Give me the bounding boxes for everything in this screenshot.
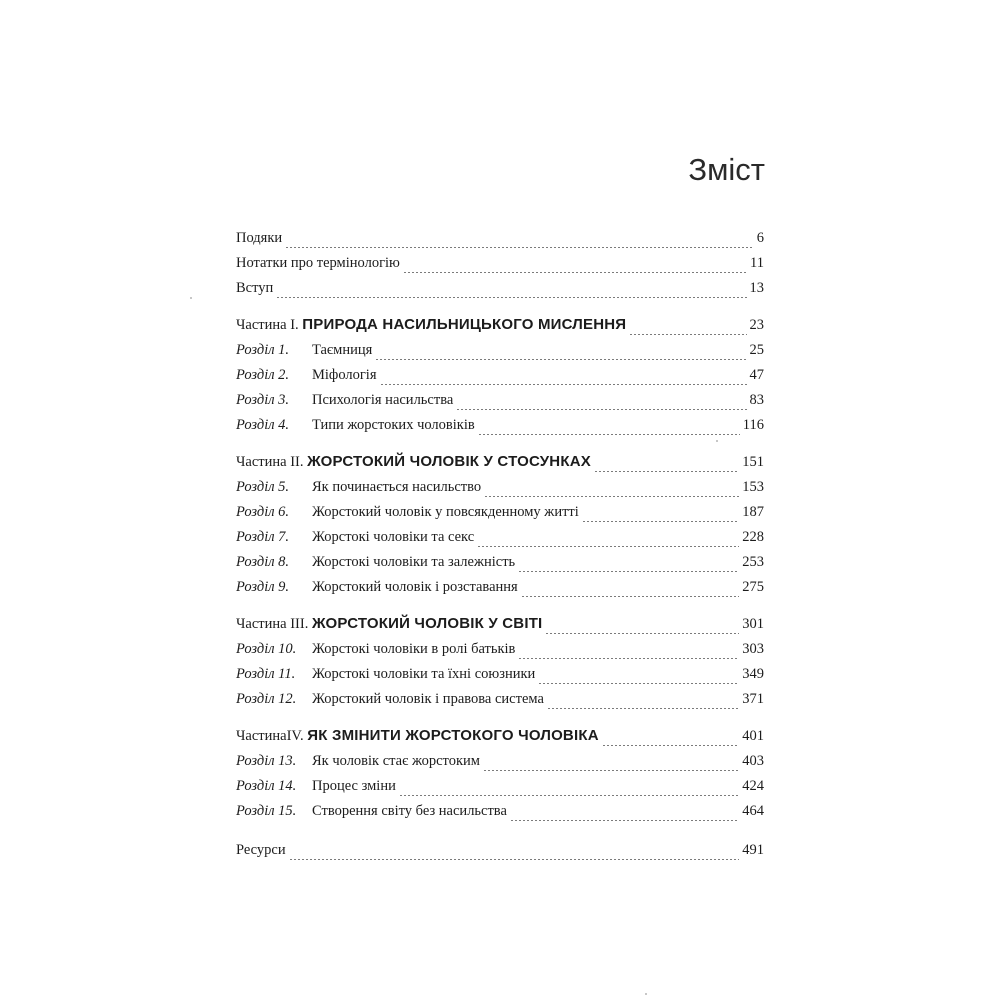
chapter-prefix: Розділ 2. <box>236 367 290 383</box>
chapter-prefix: Розділ 7. <box>236 529 290 545</box>
toc-entry-introduction <box>236 280 764 305</box>
chapter-title: Процес зміни <box>312 778 396 794</box>
chapter-page-number: 371 <box>742 691 764 707</box>
page-title: Зміст <box>688 152 765 187</box>
dot-leader <box>484 496 739 497</box>
chapter-title: Як починається насильство <box>312 479 482 495</box>
chapter-title: Психологія насильства <box>312 392 454 408</box>
entry-label: Нотатки про термінологію <box>236 255 400 271</box>
chapter-page-number: 275 <box>742 579 764 595</box>
dot-leader <box>478 434 740 435</box>
chapter-page-number: 25 <box>749 342 764 358</box>
chapter-title: Жорстокі чоловіки та секс <box>312 529 475 545</box>
part-page-number: 151 <box>742 454 764 470</box>
toc-part-4 <box>236 727 764 753</box>
chapter-page-number: 228 <box>742 529 764 545</box>
chapter-prefix: Розділ 12. <box>236 691 297 707</box>
dot-leader <box>518 658 739 659</box>
dot-leader <box>456 409 746 410</box>
part-prefix: Частина III. <box>236 616 312 632</box>
toc-chapter-6 <box>236 504 764 529</box>
dot-leader <box>477 546 739 547</box>
chapter-page-number: 349 <box>742 666 764 682</box>
chapter-prefix: Розділ 15. <box>236 803 297 819</box>
chapter-prefix: Розділ 1. <box>236 342 290 358</box>
chapter-title: Як чоловік стає жорстоким <box>312 753 480 769</box>
toc-chapter-7 <box>236 529 764 554</box>
part-prefix: Частина II. <box>236 454 308 470</box>
chapter-title: Таємниця <box>312 342 373 358</box>
dot-leader <box>545 633 739 634</box>
toc-chapter-9 <box>236 579 764 604</box>
dot-leader <box>276 297 746 298</box>
dot-leader <box>289 859 740 860</box>
chapter-prefix: Розділ 9. <box>236 579 290 595</box>
toc-entry-terminology-notes <box>236 255 764 280</box>
chapter-page-number: 424 <box>742 778 764 794</box>
entry-page-number: 13 <box>749 280 764 296</box>
toc-chapter-2 <box>236 367 764 392</box>
chapter-page-number: 47 <box>749 367 764 383</box>
dot-leader <box>518 571 739 572</box>
chapter-prefix: Розділ 10. <box>236 641 297 657</box>
chapter-page-number: 464 <box>742 803 764 819</box>
scan-speck <box>645 993 647 995</box>
chapter-title: Жорстокі чоловіки та залежність <box>312 554 516 570</box>
chapter-title: Жорстокі чоловіки в ролі батьків <box>312 641 516 657</box>
part-page-number: 23 <box>749 317 764 333</box>
dot-leader <box>375 359 746 360</box>
entry-page-number: 491 <box>742 842 764 858</box>
entry-page-number: 6 <box>756 230 764 246</box>
toc-entry-acknowledgements <box>236 230 764 255</box>
chapter-title: Жорстокий чоловік і правова система <box>312 691 544 707</box>
chapter-title: Жорстокі чоловіки та їхні союзники <box>312 666 536 682</box>
table-of-contents <box>236 230 764 867</box>
chapter-prefix: Розділ 11. <box>236 666 296 682</box>
entry-page-number: 11 <box>750 255 764 271</box>
toc-chapter-15 <box>236 803 764 828</box>
chapter-prefix: Розділ 13. <box>236 753 297 769</box>
dot-leader <box>547 708 739 709</box>
toc-chapter-5 <box>236 479 764 504</box>
dot-leader <box>594 471 739 472</box>
chapter-page-number: 253 <box>742 554 764 570</box>
toc-chapter-11 <box>236 666 764 691</box>
part-name: ЯК ЗМІНИТИ ЖОРСТОКОГО ЧОЛОВІКА <box>307 727 599 744</box>
part-page-number: 401 <box>742 728 764 744</box>
part-name: ЖОРСТОКИЙ ЧОЛОВІК У СВІТІ <box>311 615 543 632</box>
chapter-prefix: Розділ 5. <box>236 479 290 495</box>
chapter-prefix: Розділ 3. <box>236 392 290 408</box>
dot-leader <box>510 820 739 821</box>
chapter-title: Жорстокий чоловік у повсякденному житті <box>312 504 579 520</box>
chapter-title: Типи жорстоких чоловіків <box>312 417 475 433</box>
toc-chapter-10 <box>236 641 764 666</box>
dot-leader <box>483 770 739 771</box>
chapter-page-number: 116 <box>742 417 764 433</box>
chapter-title: Міфологія <box>312 367 377 383</box>
part-name: ПРИРОДА НАСИЛЬНИЦЬКОГО МИСЛЕННЯ <box>302 316 627 333</box>
dot-leader <box>380 384 747 385</box>
toc-chapter-14 <box>236 778 764 803</box>
dot-leader <box>602 745 740 746</box>
toc-chapter-13 <box>236 753 764 778</box>
chapter-prefix: Розділ 8. <box>236 554 290 570</box>
entry-label: Ресурси <box>236 842 286 858</box>
scan-speck <box>190 297 192 299</box>
chapter-page-number: 187 <box>742 504 764 520</box>
part-prefix: ЧастинаIV. <box>236 728 308 744</box>
toc-chapter-3 <box>236 392 764 417</box>
toc-chapter-1 <box>236 342 764 367</box>
chapter-prefix: Розділ 4. <box>236 417 290 433</box>
dot-leader <box>399 795 739 796</box>
dot-leader <box>538 683 739 684</box>
entry-label: Подяки <box>236 230 283 246</box>
toc-part-2 <box>236 453 764 479</box>
part-prefix: Частина I. <box>236 317 303 333</box>
dot-leader <box>629 334 746 335</box>
chapter-page-number: 403 <box>742 753 764 769</box>
chapter-prefix: Розділ 6. <box>236 504 290 520</box>
toc-entry-resources <box>236 842 764 867</box>
toc-part-1 <box>236 316 764 342</box>
dot-leader <box>285 247 754 248</box>
chapter-page-number: 83 <box>749 392 764 408</box>
entry-label: Вступ <box>236 280 274 296</box>
chapter-title: Жорстокий чоловік і розставання <box>312 579 518 595</box>
toc-part-3 <box>236 615 764 641</box>
chapter-title: Створення світу без насильства <box>312 803 507 819</box>
toc-chapter-12 <box>236 691 764 716</box>
dot-leader <box>521 596 740 597</box>
dot-leader <box>582 521 739 522</box>
toc-chapter-8 <box>236 554 764 579</box>
chapter-page-number: 153 <box>742 479 764 495</box>
chapter-page-number: 303 <box>742 641 764 657</box>
scan-speck <box>716 440 718 442</box>
toc-chapter-4 <box>236 417 764 442</box>
part-page-number: 301 <box>742 616 764 632</box>
part-name: ЖОРСТОКИЙ ЧОЛОВІК У СТОСУНКАХ <box>307 453 591 470</box>
chapter-prefix: Розділ 14. <box>236 778 297 794</box>
dot-leader <box>403 272 747 273</box>
